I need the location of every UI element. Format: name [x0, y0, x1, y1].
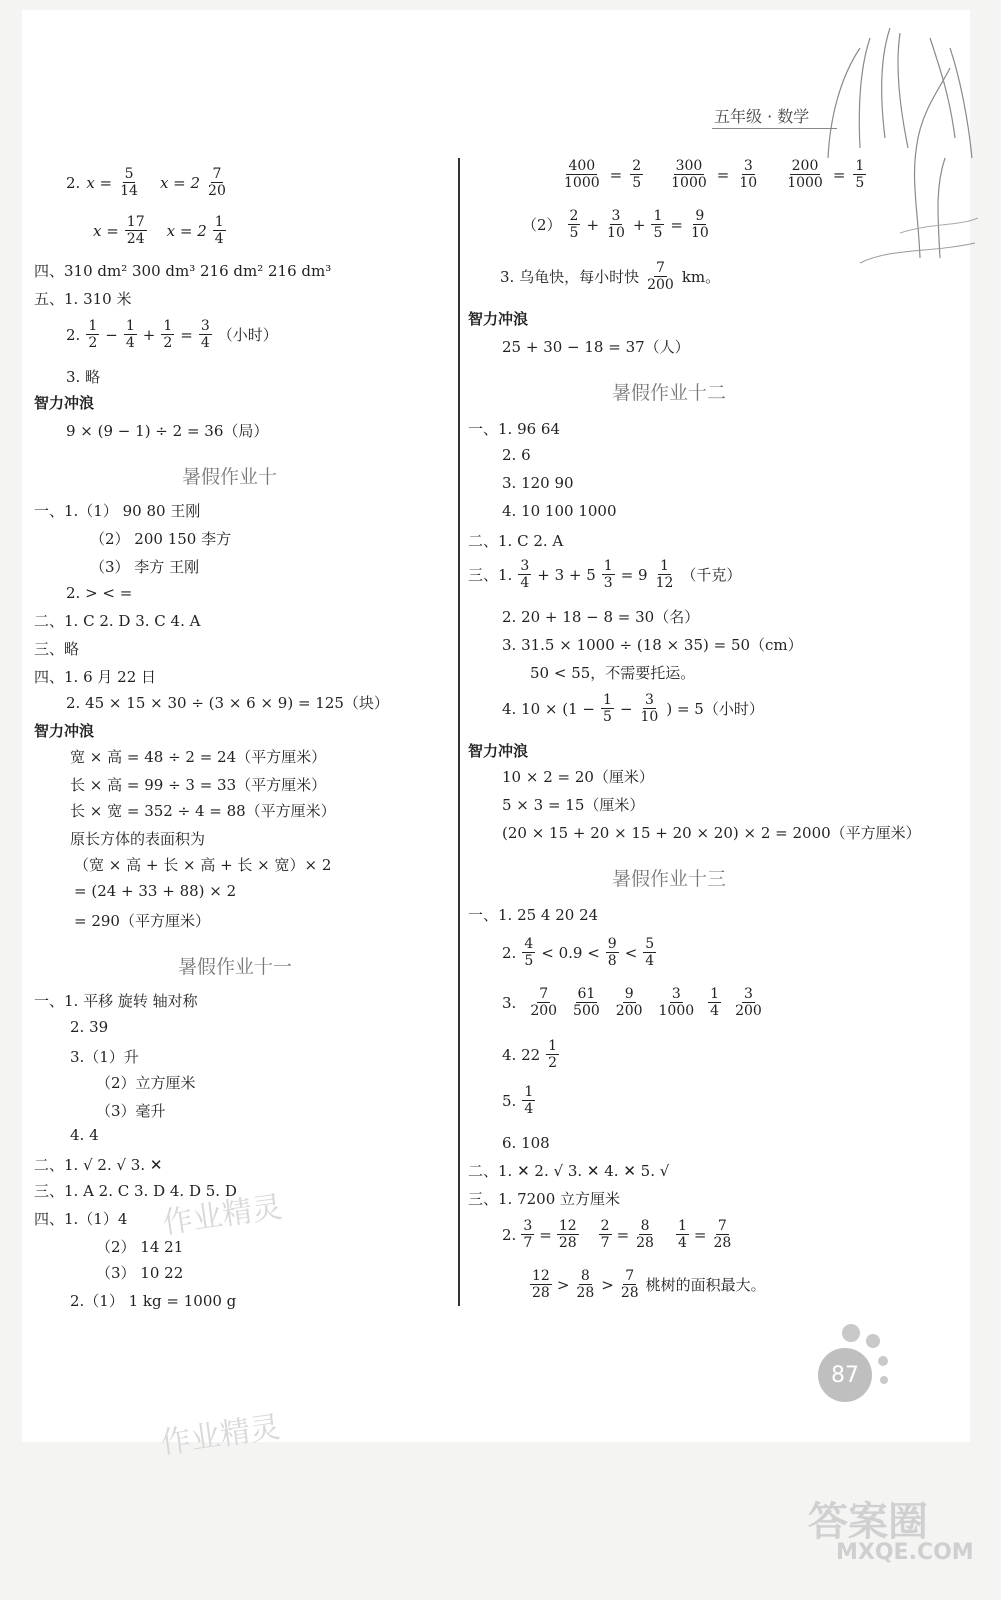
fraction [161, 318, 174, 351]
numerator: 2 [632, 158, 642, 174]
numerator: 2 [600, 1218, 610, 1234]
fraction [86, 318, 99, 351]
denominator: 8 [607, 953, 617, 969]
operator: + [142, 325, 156, 344]
answer-line: 3. 31.5 × 1000 ÷ (18 × 35) = 50（cm） [502, 636, 803, 654]
numerator: 2 [569, 208, 579, 224]
numerator: 1 [524, 1084, 534, 1100]
denominator: 5 [603, 709, 612, 725]
numerator: 1 [855, 158, 865, 174]
denominator: 14 [120, 183, 138, 199]
answer-line: 三、略 [34, 640, 80, 658]
answer-line: 二、1. √ 2. √ 3. ✕ [34, 1156, 163, 1174]
item-number: 2. [66, 325, 81, 344]
numerator: 9 [607, 936, 617, 952]
fraction [733, 986, 764, 1019]
numerator: 12 [532, 1268, 550, 1284]
denominator: 10 [739, 175, 758, 191]
fraction [557, 1218, 579, 1251]
decor-dot [880, 1376, 888, 1384]
answer-line: （2）立方厘米 [96, 1074, 196, 1092]
denominator: 2 [548, 1055, 558, 1071]
answer-line: 长 × 宽 = 352 ÷ 4 = 88（平方厘米） [70, 802, 336, 820]
answer-line-hours [502, 692, 764, 725]
answer-line: 四、1. 6 月 22 日 [34, 668, 157, 686]
numerator: 200 [791, 158, 819, 174]
fraction [737, 158, 759, 191]
fraction [602, 558, 615, 591]
denominator: 4 [125, 335, 135, 351]
denominator: 12 [655, 575, 674, 591]
section-title-homework-11: 暑假作业十一 [178, 956, 293, 978]
denominator: 200 [735, 1003, 762, 1019]
fraction [546, 1038, 559, 1071]
fraction [601, 692, 614, 725]
denominator: 4 [214, 231, 224, 247]
fraction [528, 986, 559, 1019]
answer-line: 一、1. 平移 旋转 轴对称 [34, 992, 198, 1010]
grade-subject-label: 五年级 · 数学 [714, 107, 810, 126]
denominator: 5 [632, 175, 642, 191]
answer-line: 2. 39 [70, 1018, 109, 1036]
answer-line: = 290（平方厘米） [74, 912, 210, 930]
denominator: 10 [640, 709, 659, 725]
fraction [669, 158, 709, 191]
unit-label: （小时） [217, 326, 278, 344]
answer-line-equiv-fractions: 2. $\frac{3}{7}$ = $\frac{12}{28}$ $\frac{2}{7}$ = $\frac{8}{28}$ $\frac{1}{4}$ = $\frac{7}{28}$ [502, 1218, 732, 1251]
answer-line-tortoise [500, 260, 720, 293]
answer-line: （2） 14 21 [96, 1238, 184, 1256]
brain-wave-heading: 智力冲浪 [34, 722, 95, 740]
denominator: 4 [645, 953, 655, 969]
left-eq-row-2 [93, 214, 226, 247]
item-number: 3. [502, 993, 517, 1012]
fraction [125, 214, 147, 247]
answer-line: 一、1. 96 64 [468, 420, 561, 438]
numerator: 1 [163, 318, 173, 334]
answer-text: 4. 10 × (1 − [502, 699, 596, 718]
denominator: 20 [208, 183, 226, 199]
unit-label: ) = 5（小时） [666, 700, 764, 718]
equation-lhs: x = 2 [159, 173, 201, 192]
answer-line: 50 < 55，不需要托运。 [530, 664, 696, 682]
answer-line: 宽 × 高 = 48 ÷ 2 = 24（平方厘米） [70, 748, 327, 766]
denominator: 10 [690, 225, 709, 241]
item-number: （2） [522, 216, 562, 234]
answer-line: 5 × 3 = 15（厘米） [502, 796, 645, 814]
answer-line: 二、1. ✕ 2. √ 3. ✕ 4. ✕ 5. √ [468, 1162, 670, 1180]
fraction [785, 158, 825, 191]
answer-line: 一、1. 25 4 20 24 [468, 906, 599, 924]
numerator: 1 [710, 986, 720, 1002]
corner-landscape-illustration [800, 8, 980, 278]
operator: − [619, 699, 633, 718]
numerator: 3 [611, 208, 621, 224]
fraction [654, 558, 676, 591]
watermark: 作业精灵 [158, 1409, 283, 1462]
numerator: 7 [656, 260, 665, 276]
answer-line: 2. 6 [502, 446, 531, 464]
item-number: 5. [502, 1091, 517, 1110]
numerator: 1 [660, 558, 669, 574]
numerator: 17 [126, 214, 145, 230]
answer-line: (20 × 15 + 20 × 15 + 20 × 20) × 2 = 2000（平方厘米） [502, 824, 921, 842]
right-fraction-row-1: $\frac{400}{1000}$ = $\frac{2}{5}$ $\frac{300}{1000}$ = $\frac{3}{10}$ $\frac{200}{1000}$ = $\frac{1}{5}$ [564, 158, 865, 191]
brain-wave-heading: 智力冲浪 [34, 394, 95, 412]
watermark-logo: 答案圈 [808, 1499, 928, 1545]
unit-label: km。 [681, 268, 721, 286]
numerator: 300 [675, 158, 703, 174]
item-number: 2. [502, 1225, 517, 1244]
numerator: 7 [539, 986, 549, 1002]
answer-line: （2） 200 150 李方 [90, 530, 232, 548]
answer-line: 原长方体的表面积为 [70, 830, 206, 848]
operator: < 0.9 < [541, 943, 600, 962]
numerator: 3 [523, 1218, 533, 1234]
fraction [630, 158, 643, 191]
numerator: 12 [558, 1218, 577, 1234]
answer-line: 3. 120 90 [502, 474, 574, 492]
numerator: 3 [200, 318, 210, 334]
numerator: 9 [695, 208, 705, 224]
denominator: 200 [647, 277, 674, 293]
numerator: 61 [577, 986, 596, 1002]
numerator: 7 [212, 166, 222, 182]
answer-line-fractions [502, 986, 764, 1019]
header-underline [712, 128, 837, 129]
section-title-homework-13: 暑假作业十三 [612, 868, 727, 890]
answer-text: 4. 22 [502, 1045, 541, 1064]
item-number: 2. [66, 173, 81, 192]
denominator: 7 [523, 1235, 533, 1251]
numerator: 9 [624, 986, 634, 1002]
section-title-homework-10: 暑假作业十 [182, 466, 278, 488]
answer-section-5-1: 五、1. 310 米 [34, 290, 132, 308]
numerator: 400 [568, 158, 596, 174]
fraction [651, 208, 664, 241]
fraction [530, 1268, 552, 1301]
fraction [522, 1084, 535, 1117]
denominator: 7 [600, 1235, 610, 1251]
column-divider [458, 158, 460, 1306]
denominator: 5 [569, 225, 579, 241]
answer-section-4: 四、310 dm² 300 dm³ 216 dm² 216 dm³ [34, 262, 332, 280]
brain-wave-heading: 智力冲浪 [468, 310, 529, 328]
fraction [518, 558, 531, 591]
denominator: 500 [573, 1003, 600, 1019]
numerator: 1 [653, 208, 663, 224]
numerator: 1 [548, 1038, 558, 1054]
numerator: 5 [124, 166, 134, 182]
numerator: 3 [671, 986, 681, 1002]
fraction [571, 986, 602, 1019]
denominator: 2 [88, 335, 98, 351]
numerator: 4 [524, 936, 534, 952]
fraction [676, 1218, 689, 1251]
fraction [634, 1218, 656, 1251]
denominator: 5 [524, 953, 534, 969]
page-number: 87 [818, 1348, 872, 1402]
decor-dot [878, 1356, 888, 1366]
answer-line: （3） 10 22 [96, 1264, 184, 1282]
numerator: 1 [214, 214, 224, 230]
numerator: 1 [125, 318, 135, 334]
watermark: 作业精灵 [160, 1189, 285, 1242]
denominator: 4 [677, 1235, 687, 1251]
answer-line: 一、1.（1） 90 80 王刚 [34, 502, 201, 520]
fraction [562, 158, 602, 191]
answer-line: 二、1. C 2. D 3. C 4. A [34, 612, 201, 630]
answer-text: 桃树的面积最大。 [645, 1276, 766, 1294]
fraction [206, 166, 228, 199]
answer-line-compare [502, 936, 656, 969]
answer-line: 长 × 高 = 99 ÷ 3 = 33（平方厘米） [70, 776, 327, 794]
item-number: 2. [502, 943, 517, 962]
denominator: 200 [530, 1003, 558, 1019]
answer-line-weight [468, 558, 741, 591]
answer-line: 2.（1） 1 kg = 1000 g [70, 1292, 237, 1310]
denominator: 5 [855, 175, 865, 191]
numerator: 5 [645, 936, 655, 952]
numerator: 8 [640, 1218, 650, 1234]
answer-line: 2. 20 + 18 − 8 = 30（名） [502, 608, 700, 626]
fraction [605, 208, 627, 241]
denominator: 28 [576, 1285, 595, 1301]
denominator: 4 [524, 1101, 534, 1117]
equation-lhs: x = [86, 173, 113, 192]
fraction [619, 1268, 641, 1301]
fraction [568, 208, 581, 241]
numerator: 3 [644, 692, 654, 708]
fraction [599, 1218, 612, 1251]
equation-lhs: x = [93, 221, 119, 240]
numerator: 1 [603, 558, 613, 574]
answer-line: 4. 4 [70, 1126, 99, 1144]
denominator: 1000 [671, 175, 707, 191]
fraction [639, 692, 661, 725]
fraction [711, 1218, 733, 1251]
fraction [118, 166, 140, 199]
answer-line: 三、1. 7200 立方厘米 [468, 1190, 621, 1208]
fraction [645, 260, 676, 293]
operator: < [624, 943, 638, 962]
numerator: 1 [677, 1218, 687, 1234]
denominator: 200 [615, 1003, 643, 1019]
equation-lhs: x = 2 [166, 221, 207, 240]
fraction [614, 986, 645, 1019]
denominator: 1000 [564, 175, 600, 191]
answer-line-conclusion: $\frac{12}{28}$ > $\frac{8}{28}$ > $\frac{7}{28}$ 桃树的面积最大。 [532, 1268, 766, 1301]
item-number: 三、1. [468, 566, 513, 584]
numerator: 3 [520, 558, 530, 574]
denominator: 4 [710, 1003, 720, 1019]
numerator: 7 [625, 1268, 635, 1284]
operator: − [105, 325, 118, 344]
denominator: 2 [163, 335, 173, 351]
denominator: 28 [636, 1235, 654, 1251]
fraction [574, 1268, 596, 1301]
answer-section-5-2 [66, 318, 278, 351]
numerator: 3 [743, 986, 753, 1002]
denominator: 24 [126, 231, 145, 247]
numerator: 3 [743, 158, 753, 174]
decor-dot [842, 1324, 860, 1342]
answer-line: 2. > < = [66, 584, 133, 602]
answer-line: 3.（1）升 [70, 1048, 139, 1066]
answer-text: 3. 乌龟快，每小时快 [500, 268, 640, 286]
numerator: 7 [717, 1218, 727, 1234]
fraction [124, 318, 137, 351]
answer-line: 四、1.（1）4 [34, 1210, 128, 1228]
operator: = [180, 325, 193, 344]
right-fraction-row-2: （2） $\frac{2}{5}$ + $\frac{3}{10}$ + $\frac{1}{5}$ = $\frac{9}{10}$ [522, 208, 709, 241]
denominator: 28 [620, 1285, 639, 1301]
answer-line: 6. 108 [502, 1134, 550, 1152]
denominator: 1000 [787, 175, 823, 191]
decor-dot [866, 1334, 880, 1348]
fraction [657, 986, 697, 1019]
denominator: 10 [607, 225, 625, 241]
fraction [199, 318, 212, 351]
answer-section-5-3: 3. 略 [66, 368, 101, 386]
left-eq-row-1 [66, 166, 228, 199]
watermark-url: MXQE.COM [836, 1540, 974, 1565]
fraction [522, 936, 535, 969]
denominator: 28 [558, 1235, 577, 1251]
fraction [213, 214, 226, 247]
brain-wave-answer: 9 × (9 − 1) ÷ 2 = 36（局） [66, 422, 269, 440]
answer-line: （宽 × 高 + 长 × 高 + 长 × 宽）× 2 [74, 856, 332, 874]
denominator: 3 [603, 575, 613, 591]
operator: = 9 [620, 565, 648, 584]
numerator: 1 [88, 318, 98, 334]
operator: + 3 + 5 [537, 565, 596, 584]
answer-line: 4. 10 100 1000 [502, 502, 617, 520]
answer-line: = (24 + 33 + 88) × 2 [74, 882, 237, 900]
brain-wave-heading: 智力冲浪 [468, 742, 529, 760]
answer-line: 三、1. A 2. C 3. D 4. D 5. D [34, 1182, 237, 1200]
answer-line: 二、1. C 2. A [468, 532, 564, 550]
fraction [606, 936, 619, 969]
answer-line: （3） 李方 王刚 [90, 558, 200, 576]
answer-line: 2. 45 × 15 × 30 ÷ (3 × 6 × 9) = 125（块） [66, 694, 389, 712]
brain-wave-answer: 25 + 30 − 18 = 37（人） [502, 338, 690, 356]
answer-line-fraction [502, 1084, 535, 1117]
unit-label: （千克） [681, 566, 742, 584]
denominator: 28 [532, 1285, 550, 1301]
numerator: 8 [580, 1268, 590, 1284]
answer-line: 10 × 2 = 20（厘米） [502, 768, 654, 786]
answer-line: （3）毫升 [96, 1102, 166, 1120]
answer-line-mixed [502, 1038, 559, 1071]
fraction [853, 158, 866, 191]
fraction [643, 936, 656, 969]
fraction [521, 1218, 534, 1251]
denominator: 4 [200, 335, 210, 351]
denominator: 1000 [658, 1003, 695, 1019]
denominator: 28 [713, 1235, 732, 1251]
section-title-homework-12: 暑假作业十二 [612, 382, 727, 404]
denominator: 4 [520, 575, 530, 591]
fraction [689, 208, 711, 241]
denominator: 5 [653, 225, 663, 241]
numerator: 1 [603, 692, 612, 708]
fraction [708, 986, 721, 1019]
